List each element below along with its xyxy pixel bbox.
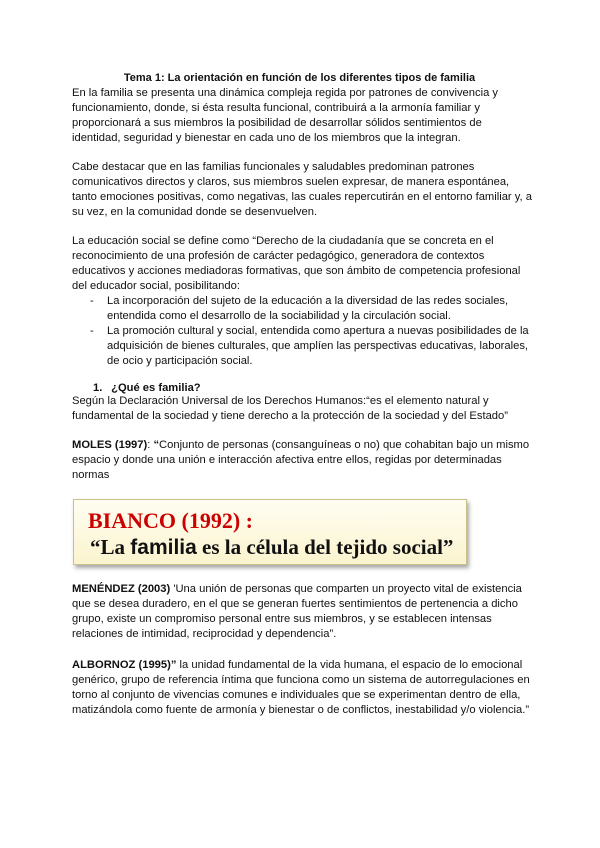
moles-definition	[72, 438, 532, 483]
bianco-quote-post: es la célula del tejido social”	[196, 535, 454, 559]
bianco-heading: BIANCO (1992) :	[88, 508, 253, 533]
functional-families-paragraph: Cabe destacar que en las familias funcionales y saludables predominan patrones comunicativos directos y claros, sus miembros suelen expresar, de manera espontánea, tanto emociones positivas, como negativas, las cuales repercutirán en el entorno familiar y, a su vez, en la comunidad donde se desenvuelven.	[72, 161, 532, 218]
albornoz-definition	[72, 658, 532, 718]
albornoz-text: la unidad fundamental de la vida humana, el espacio de lo emocional genérico, grupo de referencia íntima que funciona como un sistema de autorregulaciones en torno al conjunto de vivencias comunes e individuales que se experimentan dentro de ella, matizándola como fuente de armonía y bienestar o de conflictos, inestabilidad y/o violencia.”	[72, 659, 530, 716]
list-item-text: La promoción cultural y social, entendida como apertura a nuevas posibilidades de la adquisición de bienes culturales, que amplíen las perspectivas educativas, laborales, de ocio y participación social.	[107, 325, 529, 367]
bianco-quote-keyword: familia	[130, 536, 197, 559]
section-heading-text: ¿Qué es familia?	[111, 382, 201, 394]
list-dash: -	[90, 325, 94, 337]
menendez-author: MENÉNDEZ (2003)	[72, 583, 171, 595]
social-education-section	[72, 234, 532, 369]
list-item	[72, 324, 532, 369]
declaration-paragraph: Según la Declaración Universal de los Derechos Humanos:“es el elemento natural y fundamental de la sociedad y tiene derecho a la protección de la sociedad y del Estado”	[72, 395, 508, 422]
page-title: Tema 1: La orientación en función de los diferentes tipos de familia	[123, 72, 476, 84]
list-dash: -	[90, 295, 94, 307]
social-education-paragraph: La educación social se define como “Derecho de la ciudadanía que se concreta en el reconocimiento de una profesión de carácter pedagógico, generadora de contextos educativos y acciones mediadoras formativas, que son ámbito de competencia profesional del educador social, posibilitando:	[72, 235, 521, 292]
section-number: 1.	[93, 382, 103, 394]
moles-text: Conjunto de personas (consanguíneas o no) que cohabitan bajo un mismo espacio y donde una unión e interacción afectiva entre ellos, regidas por determinadas normas	[72, 439, 530, 481]
moles-separator: :	[147, 439, 154, 451]
albornoz-author: ALBORNOZ (1995)”	[72, 659, 177, 671]
bianco-quote	[90, 535, 453, 560]
menendez-definition	[72, 582, 532, 642]
bianco-quote-box	[73, 499, 467, 565]
possibilities-list	[72, 294, 532, 369]
menendez-text: 'Una unión de personas que comparten un proyecto vital de existencia que se desea duradero, en el que se generan fuertes sentimientos de pertenencia a dicho grupo, existe un compromiso personal entre sus miembros, y se establecen intensas relaciones de intimidad, reciprocidad y dependencia”.	[72, 583, 522, 640]
list-item-text: La incorporación del sujeto de la educación a la diversidad de las redes sociales, entendida como el desarrollo de la sociabilidad y la circulación social.	[107, 295, 509, 322]
list-item	[72, 294, 532, 324]
moles-author: MOLES (1997)	[72, 439, 148, 451]
bianco-quote-pre: “La	[90, 535, 131, 559]
moles-quote-mark: “	[153, 439, 160, 451]
intro-paragraph: En la familia se presenta una dinámica compleja regida por patrones de convivencia y funcionamiento, donde, si ésta resulta funcional, contribuirá a la armonía familiar y proporcionará a sus miembros la posibilidad de desarrollar sólidos sentimientos de identidad, seguridad y bienestar en cada uno de los miembros que la integran.	[72, 87, 498, 144]
